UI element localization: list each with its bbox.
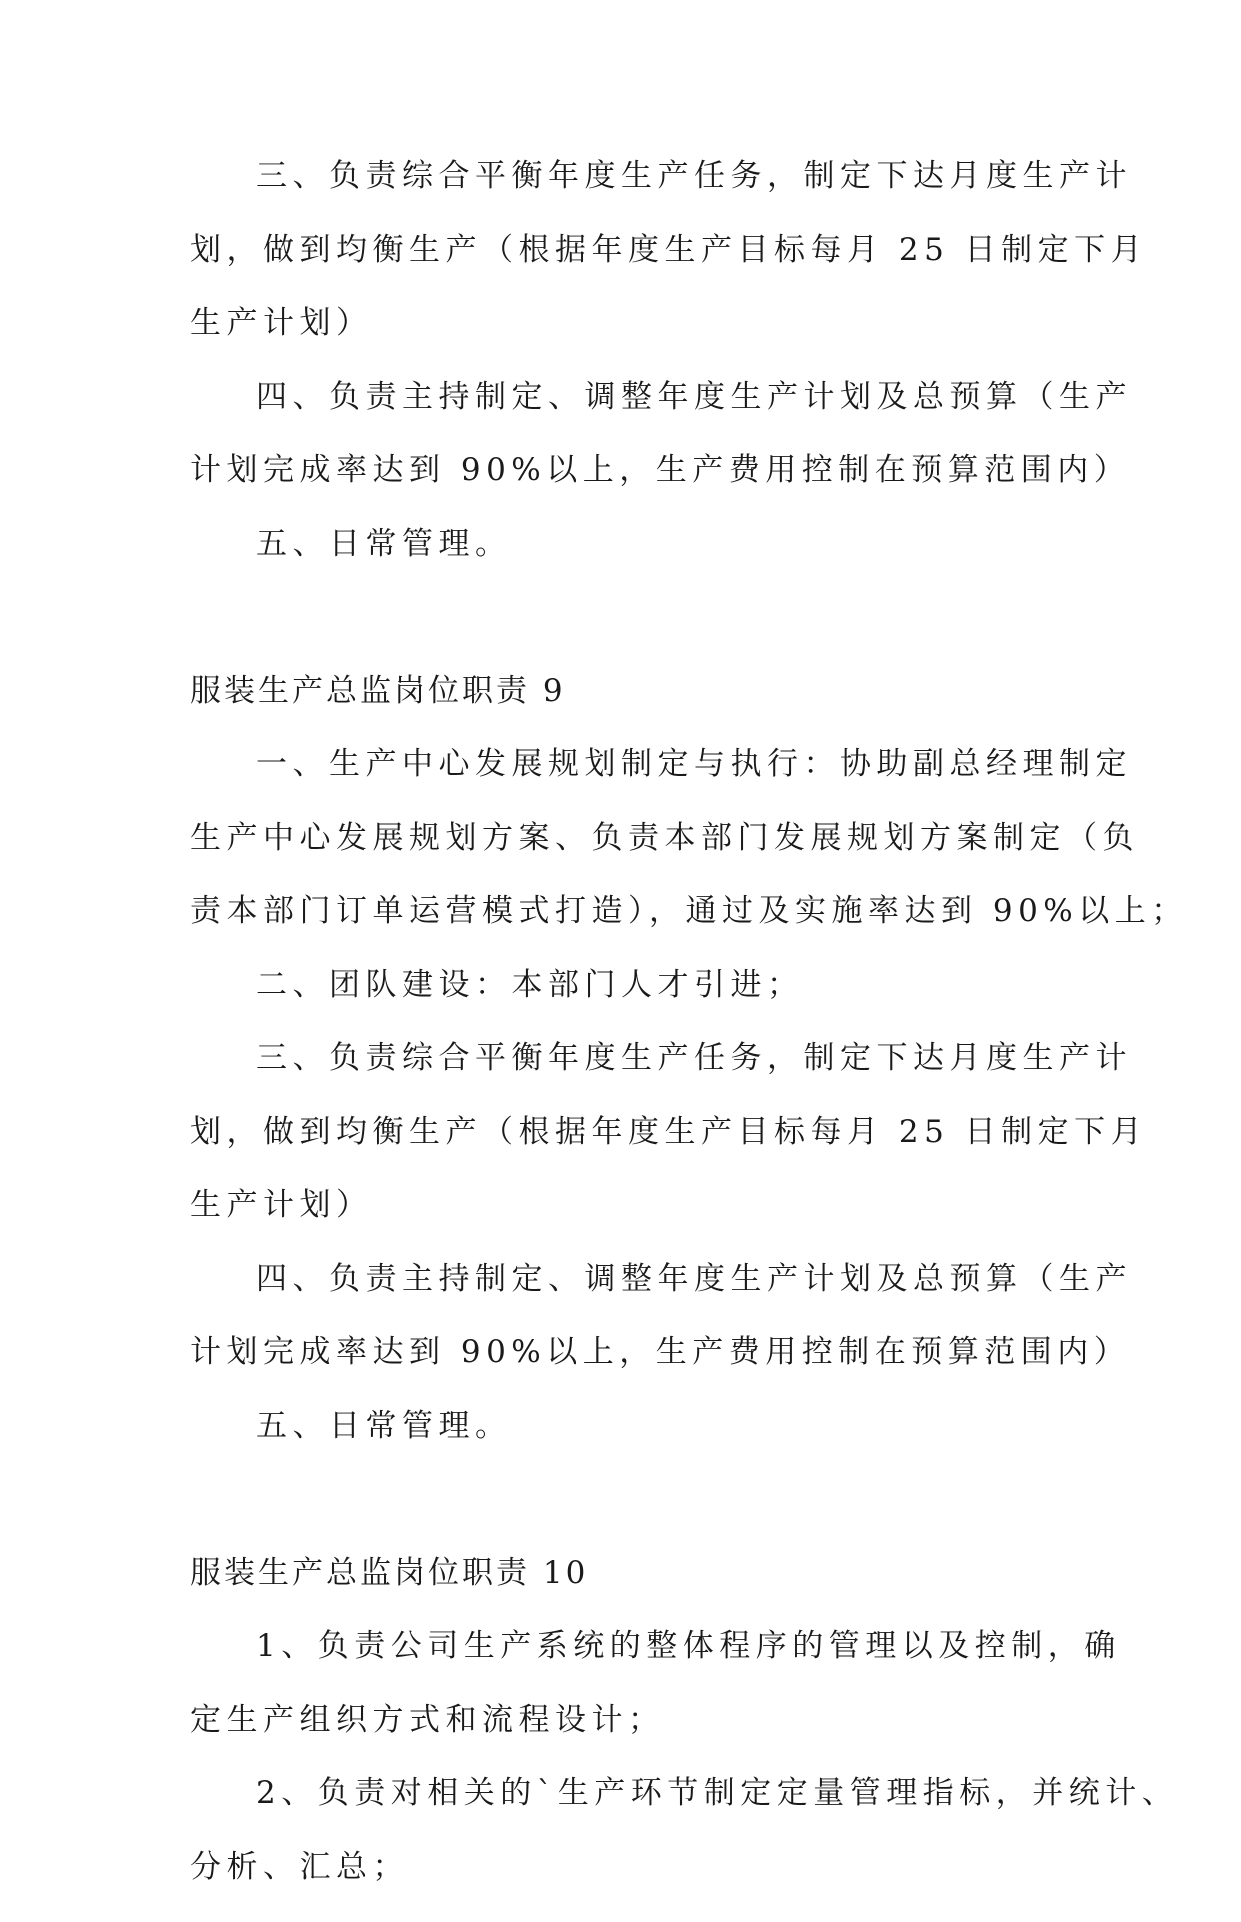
text-line: 分析、汇总； xyxy=(190,1848,409,1885)
text-line: 责本部门订单运营模式打造），通过及实施率达到 90%以上； xyxy=(190,893,1188,929)
text-line: 三、负责综合平衡年度生产任务，制定下达月度生产计 xyxy=(256,1040,1132,1076)
text-line: 二、团队建设：本部门人才引进； xyxy=(256,966,804,1003)
paragraph-gap xyxy=(190,599,1070,635)
text-line: 划，做到均衡生产（根据年度生产目标每月 25 日制定下月 xyxy=(190,231,1148,268)
text-line: 一、生产中心发展规划制定与执行：协助副总经理制定 xyxy=(256,746,1132,782)
paragraph-gap xyxy=(190,1481,1070,1517)
text-line: 1、负责公司生产系统的整体程序的管理以及控制，确 xyxy=(256,1628,1121,1664)
document-body xyxy=(190,158,1188,1922)
text-line: 计划完成率达到 90%以上，生产费用控制在预算范围内） xyxy=(190,452,1131,488)
text-line: 四、负责主持制定、调整年度生产计划及总预算（生产 xyxy=(256,378,1132,415)
section-heading: 服装生产总监岗位职责 9 xyxy=(190,672,566,709)
text-line: 计划完成率达到 90%以上，生产费用控制在预算范围内） xyxy=(190,1334,1131,1370)
text-line: 定生产组织方式和流程设计； xyxy=(190,1701,665,1738)
text-line: 划，做到均衡生产（根据年度生产目标每月 25 日制定下月 xyxy=(190,1113,1148,1150)
text-line: 三、负责综合平衡年度生产任务，制定下达月度生产计 xyxy=(256,158,1132,194)
text-line: 四、负责主持制定、调整年度生产计划及总预算（生产 xyxy=(256,1260,1132,1297)
text-line: 五、日常管理。 xyxy=(256,525,512,562)
section-heading: 服装生产总监岗位职责 10 xyxy=(190,1554,589,1591)
text-line: 生产计划） xyxy=(190,305,373,341)
text-line: 生产中心发展规划方案、负责本部门发展规划方案制定（负 xyxy=(190,819,1139,856)
text-line: 五、日常管理。 xyxy=(256,1407,512,1444)
text-line: 生产计划） xyxy=(190,1187,373,1223)
text-line: 2、负责对相关的`生产环节制定定量管理指标，并统计、 xyxy=(256,1775,1179,1811)
